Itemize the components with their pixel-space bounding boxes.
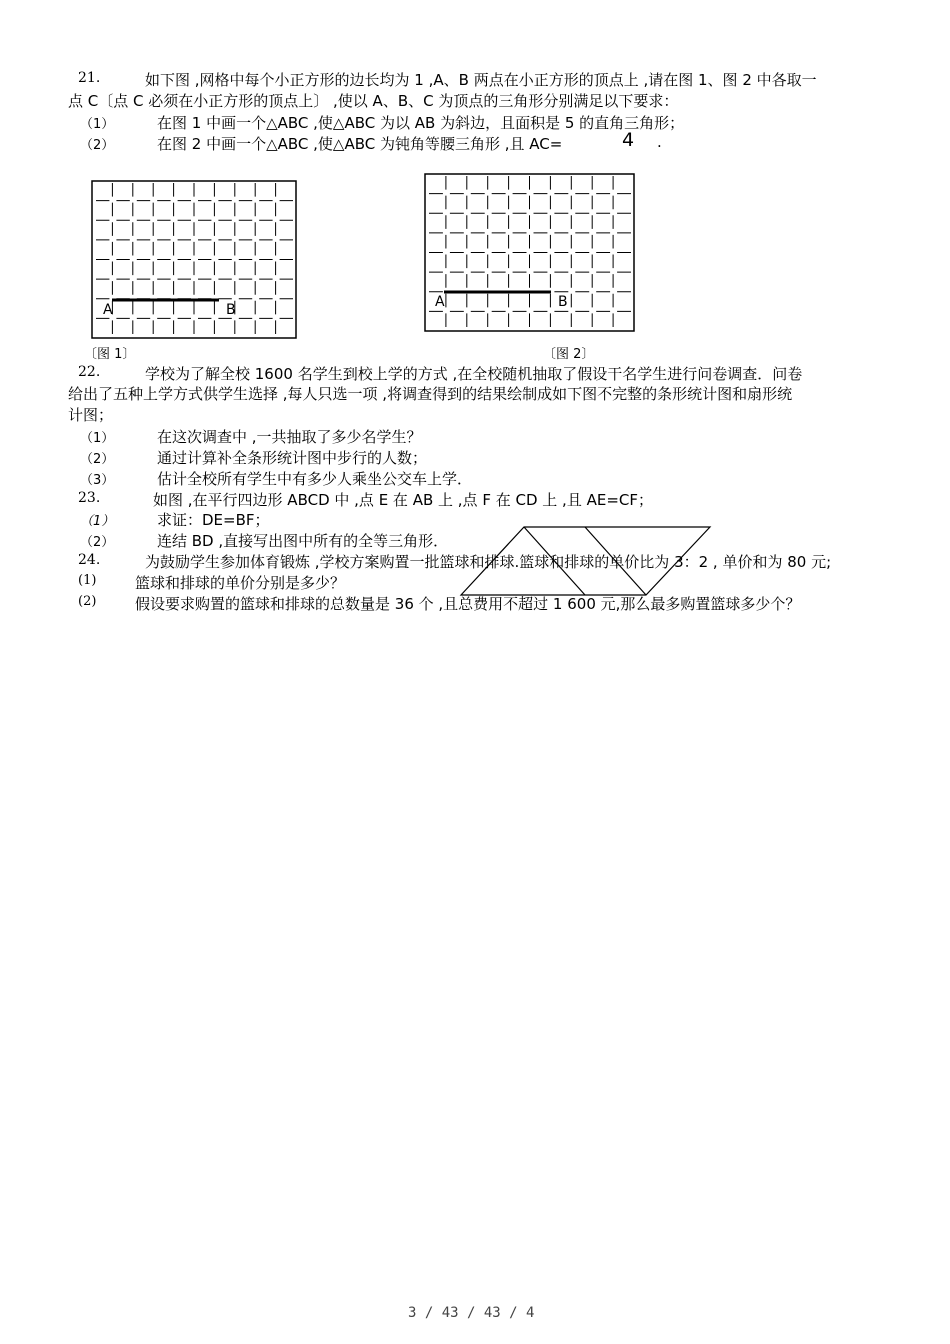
q22-part3-number: （3） <box>80 473 115 488</box>
q23-text-line1: 如图 ,在平行四边形 ABCD 中 ,点 E 在 AB 上 ,点 F 在 CD 上 ,且 AE=CF； <box>153 491 653 509</box>
q24-part1-number: (1) <box>78 573 97 588</box>
q21-text-line1: 如下图 ,网格中每个小正方形的边长均为 1 ,A、B 两点在小正方形的顶点上 ,请在图 1、图 2 中各取一 <box>145 71 817 89</box>
q23-part2-text: 连结 BD ,直接写出图中所有的全等三角形． <box>157 532 449 550</box>
q21-part2-value: 4 <box>622 129 635 151</box>
q22-number: 22. <box>78 364 101 380</box>
q22-text-line2: 给出了五种上学方式供学生选择 ,每人只选一项 ,将调查得到的结果绘制成如下图不完整的条形统计图和扇形统 <box>68 385 793 403</box>
q21-part2-period: . <box>657 133 662 151</box>
q23-part1-number: （1） <box>80 514 115 529</box>
q23-part2-number: （2） <box>80 535 115 550</box>
figure2-label-a: A <box>435 294 445 310</box>
q23-number: 23. <box>78 490 101 506</box>
q24-number: 24. <box>78 552 101 568</box>
q23-part1-text: 求证：DE=BF； <box>157 511 270 529</box>
q22-part1-number: （1） <box>80 431 115 446</box>
q21-part2-text: 在图 2 中画一个△ABC ,使△ABC 为钝角等腰三角形 ,且 AC= <box>157 135 563 153</box>
q21-part2-number: （2） <box>80 138 115 153</box>
q22-part2-number: （2） <box>80 452 115 467</box>
q24-part1-text: 篮球和排球的单价分别是多少？ <box>135 574 346 592</box>
q22-part1-text: 在这次调查中 ,一共抽取了多少名学生？ <box>157 428 422 446</box>
figure1-caption: 〔图 1〕 <box>84 347 136 362</box>
figure1-label-a: A <box>103 302 113 318</box>
q21-number: 21. <box>78 70 101 86</box>
q24-part2-text: 假设要求购置的篮球和排球的总数量是 36 个 ,且总费用不超过 1 600 元,那么最多购置篮球多少个？ <box>135 595 801 613</box>
page-footer: 3 / 43 / 43 / 4 <box>408 1305 535 1321</box>
q21-text-line2: 点 C〔点 C 必须在小正方形的顶点上〕 ,使以 A、B、C 为顶点的三角形分别满足以下要求： <box>68 92 679 110</box>
figure2-caption: 〔图 2〕 <box>543 347 595 362</box>
figure2-grid <box>423 172 637 332</box>
q22-part3-text: 估计全校所有学生中有多少人乘坐公交车上学． <box>157 470 473 488</box>
q22-text-line3: 计图； <box>68 406 114 424</box>
figure1-grid <box>90 180 298 340</box>
q24-part2-number: (2) <box>78 594 97 609</box>
q21-part1-number: （1） <box>80 117 115 132</box>
q22-text-line1: 学校为了解全校 1600 名学生到校上学的方式 ,在全校随机抽取了假设干名学生进行问卷调查．问卷 <box>145 365 803 383</box>
q21-part1-text: 在图 1 中画一个△ABC ,使△ABC 为以 AB 为斜边，且面积是 5 的直角三角形； <box>157 114 685 132</box>
figure1-label-b: B <box>226 302 236 318</box>
q22-part2-text: 通过计算补全条形统计图中步行的人数； <box>157 449 428 467</box>
figure2-label-b: B <box>558 294 568 310</box>
q24-text-line1: 为鼓励学生参加体育锻炼 ,学校方案购置一批篮球和排球.篮球和排球的单价比为 3：2 , 单价和为 80 元; <box>145 553 832 571</box>
